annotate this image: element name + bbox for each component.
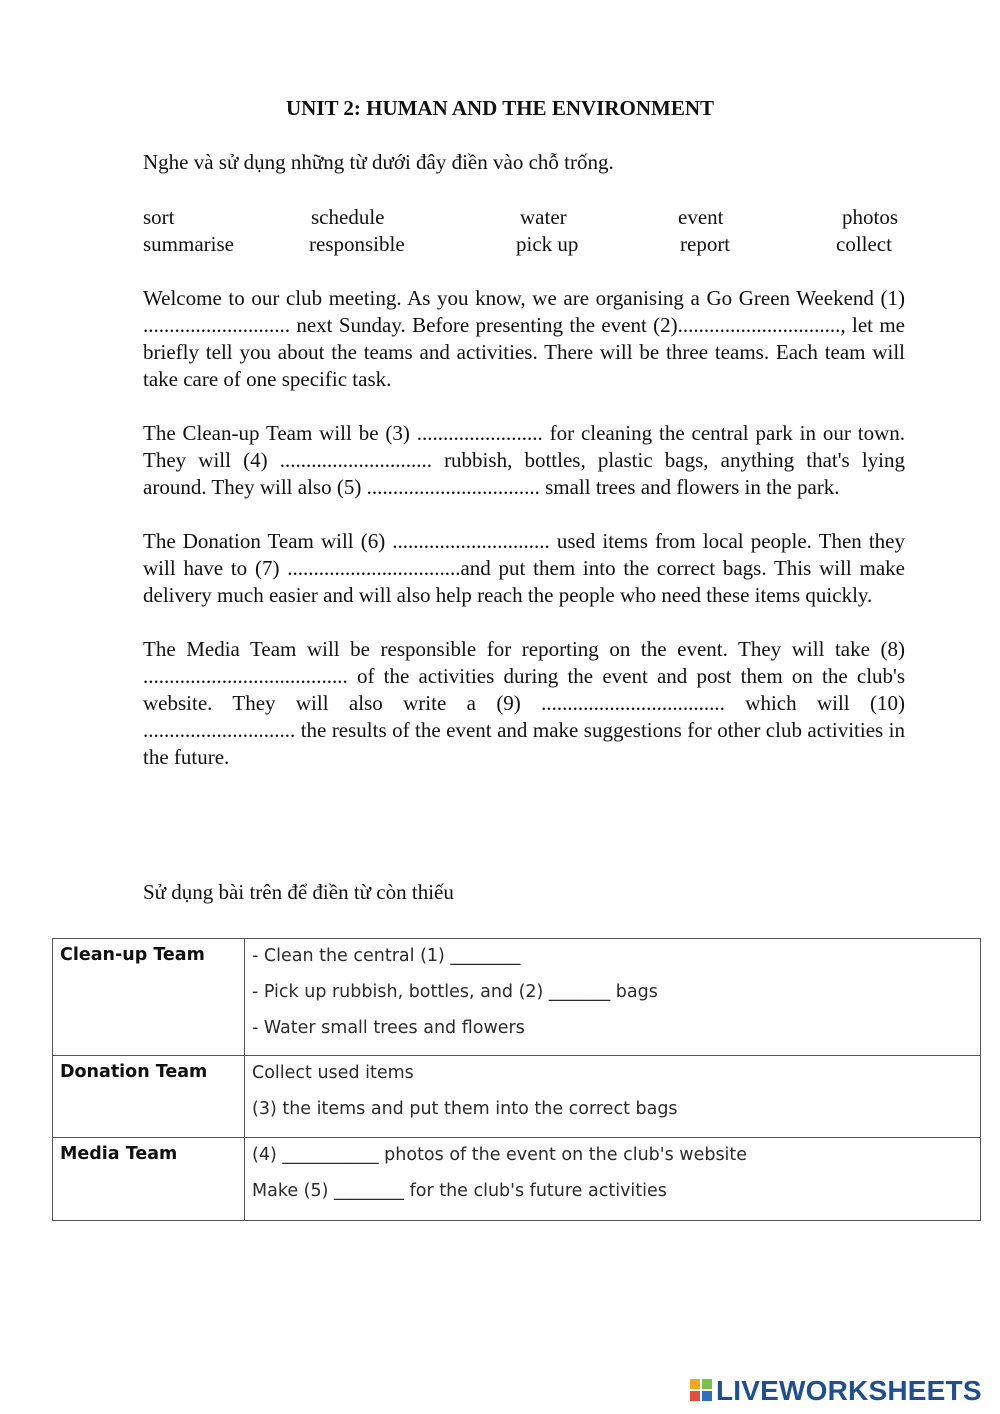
word-bank-item: summarise bbox=[143, 232, 234, 256]
word-bank-item: sort bbox=[143, 205, 175, 229]
word-bank-row bbox=[143, 204, 905, 231]
passage-paragraph: Welcome to our club meeting. As you know, we are organising a Go Green Weekend (1) ............................ next Sunday. Before presenting the event (2)..............................., let me briefly tell you about the teams and activities. There will be three teams. Each team will take care of one specific task. bbox=[143, 286, 905, 391]
table-row bbox=[53, 1138, 981, 1221]
word-bank-item: report bbox=[680, 232, 731, 256]
summary-table bbox=[52, 938, 981, 1221]
word-bank-item: photos bbox=[842, 205, 899, 229]
task-line: (4) ___________ photos of the event on the club's website bbox=[252, 1145, 748, 1165]
logo-text: LIVEWORKSHEETS bbox=[716, 1375, 982, 1406]
task-line: - Water small trees and flowers bbox=[252, 1018, 525, 1038]
team-name: Donation Team bbox=[53, 1056, 245, 1138]
word-bank-item: event bbox=[678, 205, 724, 229]
word-bank-row bbox=[143, 231, 905, 258]
liveworksheets-logo bbox=[690, 1376, 990, 1406]
task-line: Collect used items bbox=[252, 1063, 414, 1083]
task-line: Make (5) ________ for the club's future activities bbox=[252, 1181, 667, 1201]
passage-paragraph: The Donation Team will (6) .............................. used items from local people. Then they will have to (7) .................................and put them into the correct bags. This will make delivery much easier and will also help reach the people who need these items quickly. bbox=[143, 529, 905, 607]
passage-paragraph: The Media Team will be responsible for reporting on the event. They will take (8) ....................................... of the activities during the event and post them on the club's website. They will also write a (9) ................................... which will (10) ............................. the results of the event and make suggestions for other club activities in the future. bbox=[143, 637, 905, 769]
word-bank-item: schedule bbox=[311, 205, 385, 229]
team-tasks bbox=[245, 939, 981, 1056]
instruction-fill: Sử dụng bài trên để điền từ còn thiếu bbox=[143, 880, 454, 904]
team-tasks bbox=[245, 1138, 981, 1221]
word-bank-item: pick up bbox=[516, 232, 579, 256]
passage-paragraph: The Clean-up Team will be (3) ........................ for cleaning the central park in our town. They will (4) ............................. rubbish, bottles, plastic bags, anything that's lying around. They will also (5) ................................. small trees and flowers in the park. bbox=[143, 421, 905, 499]
instruction-listen: Nghe và sử dụng những từ dưới đây điền vào chỗ trống. bbox=[143, 150, 614, 174]
word-bank-item: responsible bbox=[309, 232, 405, 256]
task-line: (3) the items and put them into the correct bags bbox=[252, 1099, 678, 1119]
team-name: Media Team bbox=[53, 1138, 245, 1221]
liveworksheets-mark-icon bbox=[690, 1379, 712, 1401]
word-bank-item: collect bbox=[836, 232, 892, 256]
team-name: Clean-up Team bbox=[53, 939, 245, 1056]
task-line: - Clean the central (1) ________ bbox=[252, 946, 521, 966]
team-tasks bbox=[245, 1056, 981, 1138]
word-bank bbox=[143, 204, 905, 258]
word-bank-item: water bbox=[520, 205, 567, 229]
passage bbox=[143, 285, 905, 798]
table-row bbox=[53, 939, 981, 1056]
page-title: UNIT 2: HUMAN AND THE ENVIRONMENT bbox=[285, 96, 714, 120]
task-line: - Pick up rubbish, bottles, and (2) _______ bags bbox=[252, 982, 658, 1002]
table-row bbox=[53, 1056, 981, 1138]
